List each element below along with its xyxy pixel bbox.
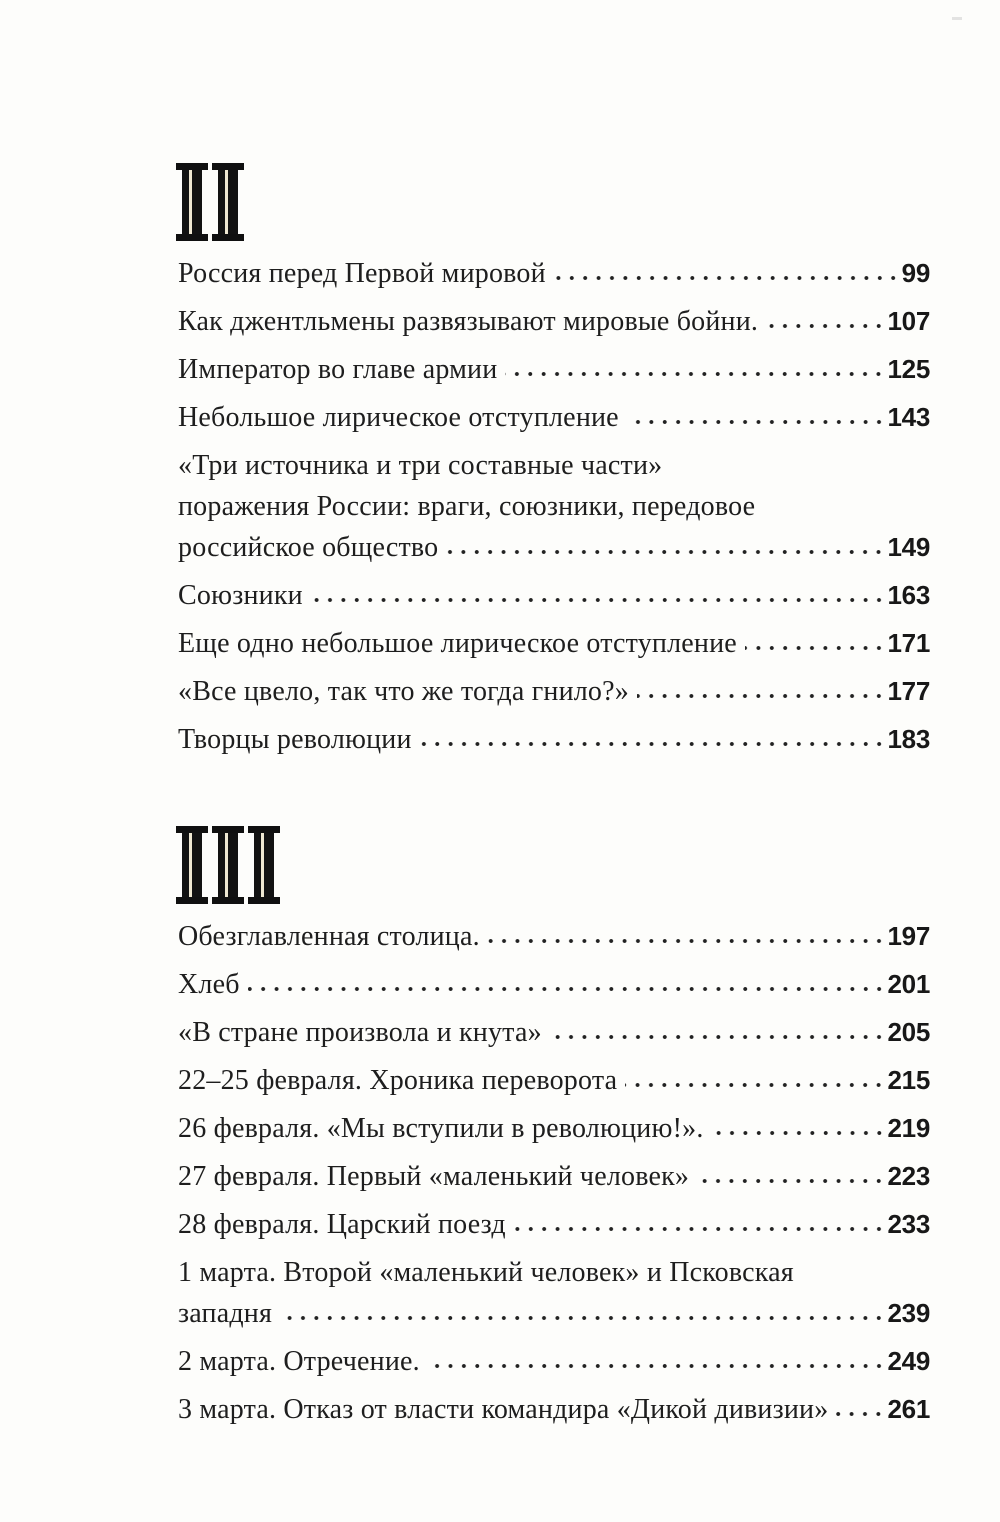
toc-entry-line — [178, 1252, 930, 1293]
toc-entry-line — [178, 719, 930, 760]
toc-entry — [178, 575, 930, 616]
section-numeral — [178, 826, 930, 904]
entry-page-number: 215 — [887, 1065, 930, 1095]
toc-entry-line — [178, 1389, 930, 1430]
section-entries — [178, 253, 930, 760]
dot-leader — [627, 418, 886, 426]
entry-title: 26 февраля. «Мы вступили в революцию!». — [178, 1113, 704, 1144]
dot-leader — [836, 1410, 885, 1418]
entry-title: Небольшое лирическое отступление — [178, 402, 619, 433]
entry-page-number: 233 — [887, 1209, 930, 1239]
toc-entry — [178, 397, 930, 438]
toc-entry-line — [178, 623, 930, 664]
toc-entry — [178, 719, 930, 760]
toc-entry — [178, 1389, 930, 1430]
toc-entry-line — [178, 445, 930, 486]
toc-page — [178, 163, 930, 1437]
toc-entry-line — [178, 1156, 930, 1197]
entry-page-number: 239 — [887, 1298, 930, 1328]
dot-leader — [505, 370, 885, 378]
toc-section — [178, 826, 930, 1430]
toc-entry — [178, 1341, 930, 1382]
entry-title: 1 марта. Второй «маленький человек» и Псковская — [178, 1257, 794, 1288]
toc-entry-line — [178, 1060, 930, 1101]
numeral-bar — [178, 163, 206, 241]
entry-title: Обезглавленная столица. — [178, 921, 480, 952]
entry-title: Как джентльмены развязывают мировые бойни. — [178, 306, 759, 337]
entry-page-number: 143 — [887, 402, 930, 432]
toc-entry — [178, 1204, 930, 1245]
toc-entry — [178, 349, 930, 390]
entry-page-number: 125 — [887, 354, 930, 384]
dot-leader — [488, 937, 886, 945]
dot-leader — [625, 1081, 885, 1089]
toc-entry — [178, 445, 930, 568]
entry-title: Россия перед Первой мировой — [178, 258, 546, 289]
toc-entry-line — [178, 486, 930, 527]
entry-title: Император во главе армии — [178, 354, 498, 385]
toc-entry-line — [178, 964, 930, 1005]
numeral-bar — [214, 163, 242, 241]
entry-page-number: 99 — [901, 258, 930, 288]
dot-leader — [428, 1362, 886, 1370]
entry-page-number: 249 — [887, 1346, 930, 1376]
dot-leader — [712, 1129, 886, 1137]
toc-entry-line — [178, 916, 930, 957]
toc-entry-line — [178, 1012, 930, 1053]
section-entries — [178, 916, 930, 1430]
toc-section — [178, 163, 930, 760]
section-numeral — [178, 163, 930, 241]
entry-title: Еще одно небольшое лирическое отступление — [178, 628, 737, 659]
toc-entry — [178, 1252, 930, 1334]
toc-entry — [178, 1012, 930, 1053]
dot-leader — [514, 1225, 886, 1233]
entry-page-number: 223 — [887, 1161, 930, 1191]
entry-title: российское общество — [178, 532, 439, 563]
numeral-bar — [178, 826, 206, 904]
toc-entry-line — [178, 397, 930, 438]
dot-leader — [420, 740, 886, 748]
entry-title: Союзники — [178, 580, 303, 611]
dot-leader — [550, 1033, 886, 1041]
toc-entry — [178, 916, 930, 957]
toc-entry — [178, 964, 930, 1005]
dot-leader — [311, 596, 886, 604]
toc-entry-line — [178, 349, 930, 390]
entry-title: Творцы революции — [178, 724, 412, 755]
dot-leader — [697, 1177, 885, 1185]
entry-page-number: 163 — [887, 580, 930, 610]
toc-entry — [178, 671, 930, 712]
dot-leader — [766, 322, 885, 330]
dot-leader — [637, 692, 886, 700]
scan-artifact — [952, 17, 962, 20]
entry-page-number: 149 — [887, 532, 930, 562]
entry-title: западня — [178, 1298, 273, 1329]
numeral-bar — [250, 826, 278, 904]
entry-title: 2 марта. Отречение. — [178, 1346, 420, 1377]
entry-title: поражения России: враги, союзники, передовое — [178, 491, 756, 522]
toc-entry-line — [178, 1341, 930, 1382]
dot-leader — [554, 274, 900, 282]
toc-entry-line — [178, 1108, 930, 1149]
toc-entry-line — [178, 253, 930, 294]
dot-leader — [745, 644, 886, 652]
toc-entry — [178, 253, 930, 294]
dot-leader — [280, 1314, 885, 1322]
toc-entry-line — [178, 527, 930, 568]
toc-entry-line — [178, 1293, 930, 1334]
entry-page-number: 177 — [887, 676, 930, 706]
entry-page-number: 261 — [887, 1394, 930, 1424]
entry-title: 22–25 февраля. Хроника переворота — [178, 1065, 618, 1096]
numeral-bar — [214, 826, 242, 904]
toc-entry-line — [178, 671, 930, 712]
entry-page-number: 171 — [887, 628, 930, 658]
entry-title: 27 февраля. Первый «маленький человек» — [178, 1161, 690, 1192]
entry-title: «В стране произвола и кнута» — [178, 1017, 542, 1048]
entry-title: «Три источника и три составные части» — [178, 450, 663, 481]
entry-title: «Все цвело, так что же тогда гнило?» — [178, 676, 629, 707]
entry-page-number: 197 — [887, 921, 930, 951]
toc-entry-line — [178, 301, 930, 342]
toc-entry — [178, 1108, 930, 1149]
entry-title: Хлеб — [178, 969, 240, 1000]
entry-page-number: 201 — [887, 969, 930, 999]
entry-title: 3 марта. Отказ от власти командира «Дикой дивизии» — [178, 1394, 829, 1425]
entry-page-number: 183 — [887, 724, 930, 754]
toc-entry — [178, 623, 930, 664]
toc-entry — [178, 1060, 930, 1101]
toc-entry-line — [178, 1204, 930, 1245]
entry-title: 28 февраля. Царский поезд — [178, 1209, 506, 1240]
toc-entry — [178, 1156, 930, 1197]
dot-leader — [248, 985, 886, 993]
toc-entry-line — [178, 575, 930, 616]
toc-entry — [178, 301, 930, 342]
entry-page-number: 219 — [887, 1113, 930, 1143]
entry-page-number: 107 — [887, 306, 930, 336]
dot-leader — [446, 548, 885, 556]
entry-page-number: 205 — [887, 1017, 930, 1047]
